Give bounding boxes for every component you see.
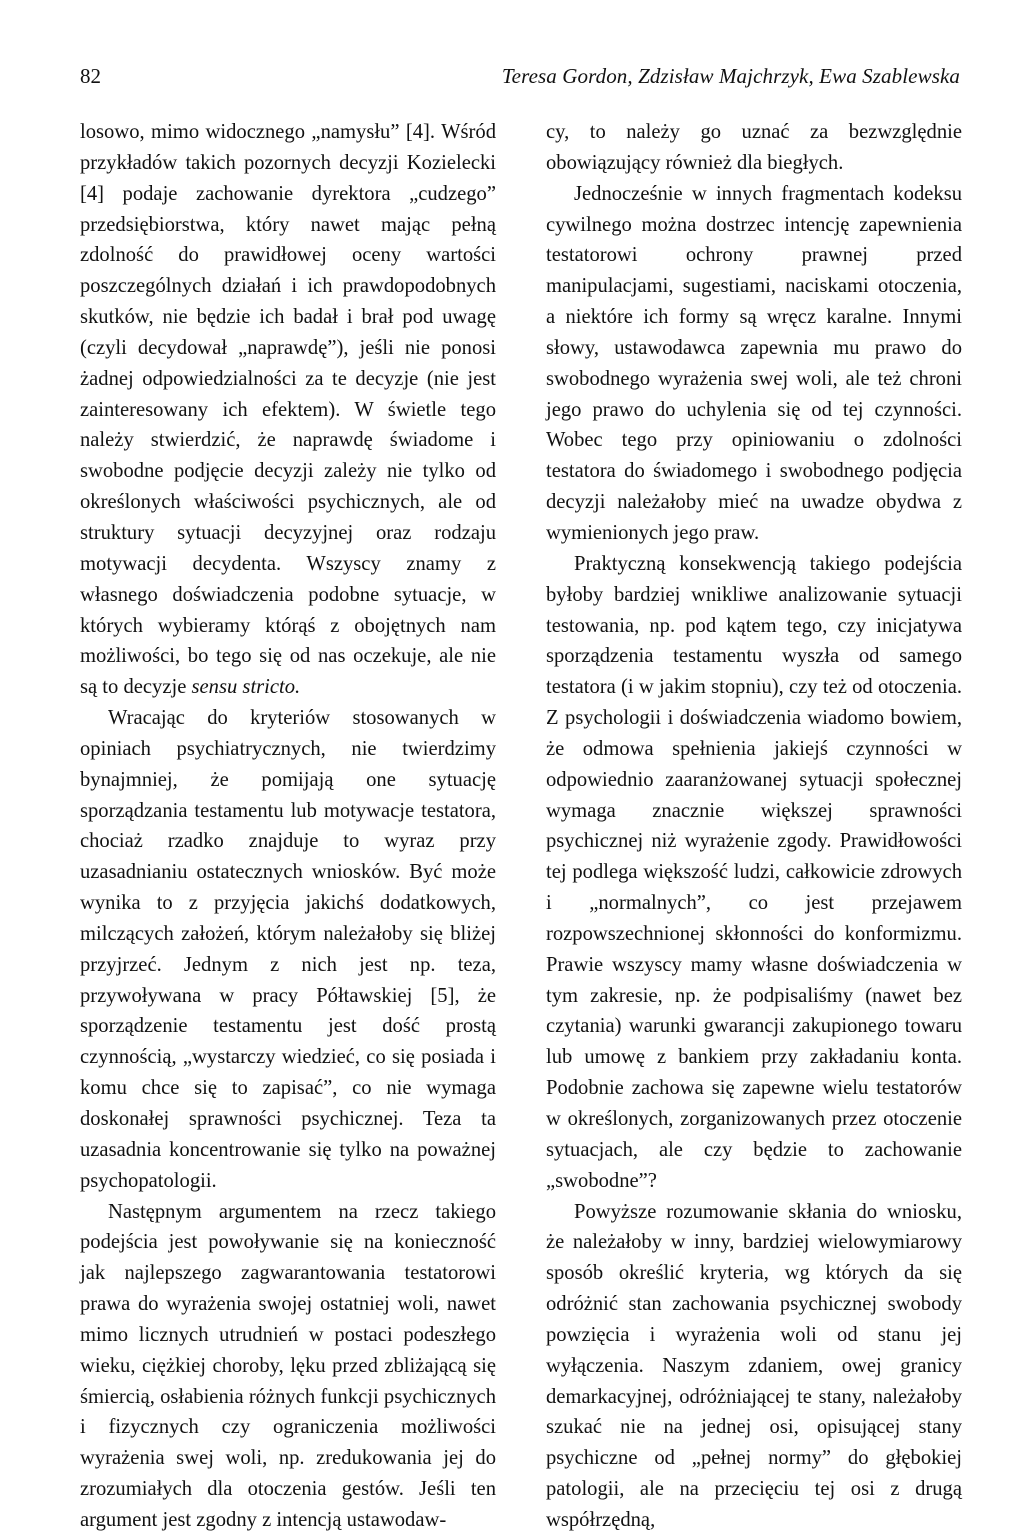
header-authors: Teresa Gordon, Zdzisław Majchrzyk, Ewa Szablewska — [501, 64, 960, 88]
running-header — [80, 60, 960, 92]
paragraph-right-4: Powyższe rozumowanie skłania do wniosku, że należałoby w inny, bardziej wielowymiarowy sposób określić kryteria, wg których da się odróżnić stan zachowania psychicznej swobody powzięcia i wyrażenia woli od stanu jej wyłączenia. Naszym zdaniem, owej granicy demarkacyjnej, odróżniającej te stany, należałoby szukać nie na jednej osi, opisującej stany psychiczne od „pełnej normy” do głębokiej patologii, ale na przecięciu tej osi z drugą współrzędną, — [546, 1200, 962, 1531]
page-number: 82 — [80, 64, 101, 88]
paragraph-left-3: Następnym argumentem na rzecz takiego podejścia jest powoływanie się na konieczność jak najlepszego zagwarantowania testatorowi prawa do wyrażenia swojej ostatniej woli, nawet mimo licznych utrudnień w postaci podeszłego wieku, ciężkiej choroby, lęku przed zbliżającą się śmiercią, osłabienia różnych funkcji psychicznych i fizycznych czy ograniczenia możliwości wyrażenia swej woli, np. zredukowania jej do zrozumiałych dla otoczenia gestów. Jeśli ten argument jest zgodny z intencją ustawodaw- — [80, 1200, 496, 1531]
paragraph-left-2: Wracając do kryteriów stosowanych w opiniach psychiatrycznych, nie twierdzimy bynajmniej, że pomijają one sytuację sporządzania testamentu lub motywacje testatora, chociaż rzadko znajduje to wyraz przy uzasadnianiu ostatecznych wniosków. Być może wynika to z przyjęcia jakichś dodatkowych, milczących założeń, którym należałoby się bliżej przyjrzeć. Jednym z nich jest np. teza, przywoływana w pracy Półtawskiej [5], że sporządzenie testamentu jest dość prostą czynnością, „wystarczy wiedzieć, co się posiada i komu chce się to zapisać”, co nie wymaga doskonałej sprawności psychicznej. Teza ta uzasadnia koncentrowanie się tylko na poważnej psychopatologii. — [80, 707, 496, 1192]
italic-term: sensu stricto. — [191, 676, 301, 699]
right-column — [546, 117, 962, 1536]
paragraph-right-1: cy, to należy go uznać za bezwzględnie obowiązujący również dla biegłych. — [546, 121, 962, 174]
paragraph-right-3: Praktyczną konsekwencją takiego podejścia byłoby bardziej wnikliwe analizowanie sytuacji testowania, np. pod kątem tego, czy inicjatywa sporządzenia testamentu wyszła od samego testatora (i w jakim stopniu), czy też od otoczenia. Z psychologii i doświadczenia wiadomo bowiem, że odmowa spełnienia jakiejś czynności w odpowiednio zaaranżowanej sytuacji społecznej wymaga znacznie większej sprawności psychicznej niż wyrażenie zgody. Prawidłowości tej podlega większość ludzi, całkowicie zdrowych i „normalnych”, co jest przejawem rozpowszechnionej skłonności do konformizmu. Prawie wszyscy mamy własne doświadczenia w tym zakresie, np. że podpisaliśmy (nawet bez czytania) warunki gwarancji zakupionego towaru lub umowę z bankiem przy zakładaniu konta. Podobnie zachowa się zapewne wielu testatorów w określonych, zorganizowanych przez otoczenie sytuacjach, ale czy będzie to zachowanie „swobodne”? — [546, 552, 962, 1192]
left-column — [80, 117, 496, 1536]
paragraph-left-1-text: losowo, mimo widocznego „namysłu” [4]. Wśród przykładów takich pozornych decyzji Kozielecki [4] podaje zachowanie dyrektora „cudzego” przedsiębiorstwa, który nawet mając pełną zdolność do prawidłowej oceny wartości poszczególnych działań i ich prawdopodobnych skutków, nie będzie ich badał i brał pod uwagę (czyli decydował „naprawdę”), jeśli nie ponosi żadnej odpowiedzialności za te decyzje (nie jest zainteresowany ich efektem). W świetle tego należy stwierdzić, że naprawdę świadome i swobodne podjęcie decyzji zależy nie tylko od określonych właściwości psychicznych, ale od struktury sytuacji decyzyjnej oraz rodzaju motywacji decydenta. Wszyscy znamy z własnego doświadczenia podobne sytuacje, w których wybieramy którąś z obojętnych nam możliwości, bo tego się od nas oczekuje, ale nie są to decyzje — [80, 121, 496, 699]
paragraph-left-1 — [80, 117, 496, 703]
paragraph-right-2: Jednocześnie w innych fragmentach kodeksu cywilnego można dostrzec intencję zapewnienia testatorowi ochrony prawnej przed manipulacjami, sugestiami, naciskami otoczenia, a niektóre ich formy są wręcz karalne. Innymi słowy, ustawodawca zapewnia mu prawo do swobodnego wyrażenia swej woli, ale też chroni jego prawo do uchylenia się od tej czynności. Wobec tego przy opiniowaniu o zdolności testatora do świadomego i swobodnego podjęcia decyzji należałoby mieć na uwadze obydwa z wymienionych jego praw. — [546, 182, 962, 544]
